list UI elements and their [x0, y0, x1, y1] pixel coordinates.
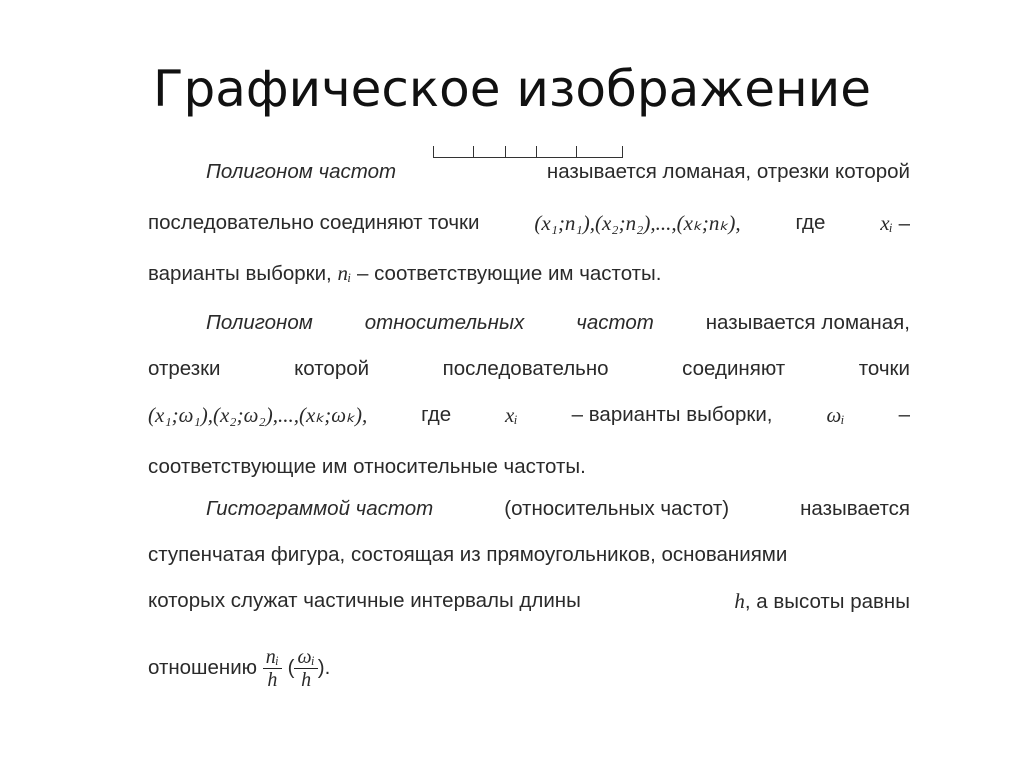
p2-line4 — [148, 452, 910, 482]
p1-where: где — [795, 211, 826, 234]
fraction-denominator: h — [267, 669, 278, 692]
p1-line3 — [148, 258, 910, 288]
slide-title: Графическое изображение — [153, 60, 871, 118]
p1-line3-a: варианты выборки, — [148, 262, 332, 285]
p3-line4-a: отношению — [148, 656, 258, 679]
p3-line4 — [148, 638, 910, 698]
p3-var-h: h — [734, 589, 745, 613]
fraction-n-over-h — [263, 646, 282, 691]
p2-term-b: относительных — [364, 311, 525, 334]
p1-dash: – — [898, 212, 910, 235]
close-paren: ). — [317, 656, 331, 679]
p2-var-x: xᵢ — [505, 403, 518, 427]
p2-line2 — [148, 354, 910, 384]
fraction-omega-over-h — [294, 646, 317, 691]
p2-line1 — [148, 308, 910, 338]
p2-term-c: частот — [576, 311, 654, 334]
p3-line3-a: которых служат частичные интервалы длины — [148, 589, 581, 612]
p3-line2-text: ступенчатая фигура, состоящая из прямоугольников, основаниями — [148, 543, 788, 566]
p1-line1-rest: называется ломаная, отрезки которой — [546, 160, 910, 183]
fraction-numerator: nᵢ — [263, 646, 282, 669]
p3-paren: (относительных частот) — [504, 497, 730, 520]
p2-line1-rest: называется ломаная, — [705, 311, 910, 334]
open-paren: ( — [287, 656, 295, 679]
p3-line1 — [148, 494, 910, 524]
p3-line3 — [148, 586, 910, 616]
p1-line1 — [148, 157, 910, 187]
fraction-numerator: ωᵢ — [294, 646, 317, 669]
p3-line3-b: , а высоты равны — [744, 590, 910, 613]
p2-line3 — [148, 400, 910, 430]
p3-line2 — [148, 540, 910, 570]
p3-line1-rest: называется — [800, 497, 910, 520]
p2-line4-text: соответствующие им относительные частоты. — [148, 455, 586, 478]
p2-word: соединяют — [682, 357, 786, 380]
p2-where: где — [421, 403, 452, 426]
p1-term: Полигоном частот — [206, 160, 397, 183]
p2-dash: – — [898, 403, 910, 426]
p1-line2-text: последовательно соединяют точки — [148, 211, 480, 234]
fraction-denominator: h — [301, 669, 312, 692]
p2-line3-mid: – варианты выборки, — [571, 403, 773, 426]
p2-var-omega: ωᵢ — [826, 403, 845, 427]
p2-word: последовательно — [442, 357, 609, 380]
p2-word: которой — [294, 357, 370, 380]
p2-word: отрезки — [148, 357, 221, 380]
p2-word: точки — [858, 357, 910, 380]
p1-points-formula: (x₁;n₁),(x₂;n₂),...,(xₖ;nₖ), — [534, 211, 741, 235]
p1-var-n: nᵢ — [337, 261, 352, 285]
p2-points-formula: (x₁;ω₁),(x₂;ω₂),...,(xₖ;ωₖ), — [148, 403, 368, 427]
p1-var-x: xᵢ — [880, 211, 893, 235]
p1-line3-b: – соответствующие им частоты. — [356, 262, 662, 285]
p1-line2 — [148, 208, 910, 238]
p2-term-a: Полигоном — [206, 311, 313, 334]
p3-term: Гистограммой частот — [206, 497, 434, 520]
